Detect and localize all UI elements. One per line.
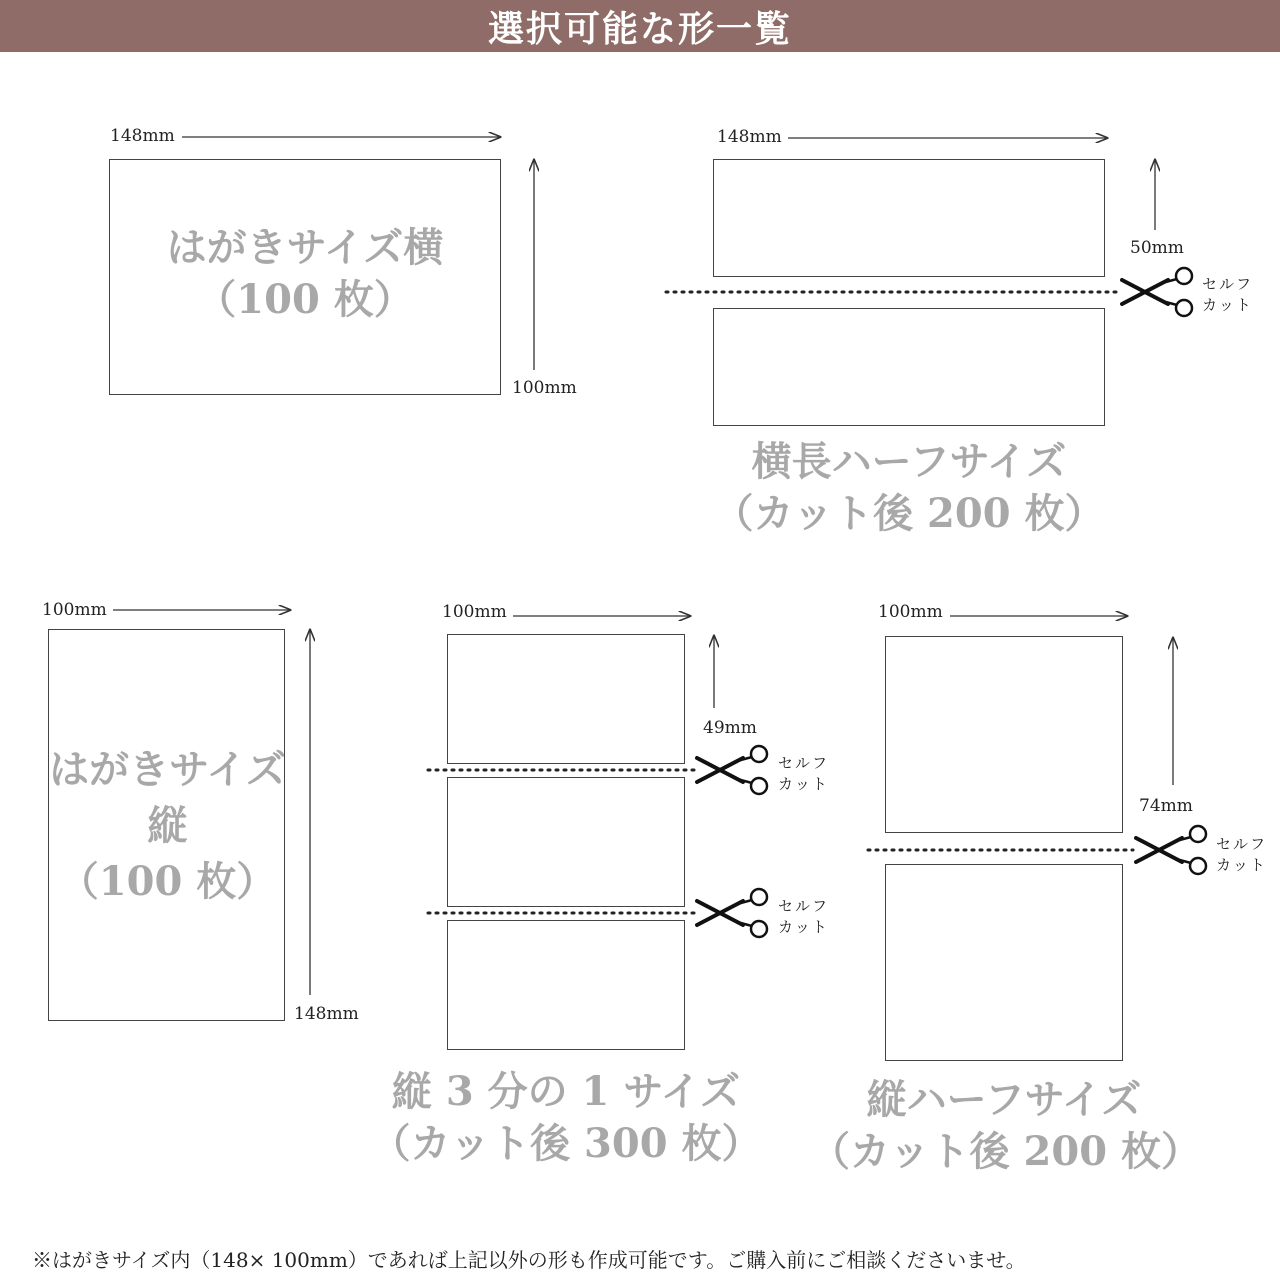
- third-bottom-box: [447, 920, 685, 1050]
- shape-name: 縦 3 分の 1 サイズ: [391, 1068, 741, 1115]
- shape-count: （カット後 200 枚）: [713, 490, 1105, 537]
- height-label: 74mm: [1139, 796, 1193, 816]
- height-label: 49mm: [703, 718, 757, 738]
- cut-label-line2: カット: [1216, 856, 1267, 874]
- shape-name: はがきサイズ横: [166, 224, 444, 271]
- self-cut-label: [1202, 274, 1253, 316]
- cut-label-line2: カット: [778, 775, 829, 793]
- cut-label-line2: カット: [778, 918, 829, 936]
- width-label: 100mm: [42, 600, 107, 620]
- self-cut-label: [1216, 834, 1267, 876]
- postcard-portrait-box: [48, 629, 285, 1021]
- shape-name-2: 縦: [147, 802, 188, 849]
- cut-label-line1: セルフ: [1216, 835, 1268, 853]
- cut-label-line1: セルフ: [778, 754, 830, 772]
- half-bottom-box: [713, 308, 1105, 426]
- page-title: 選択可能な形一覧: [487, 7, 792, 50]
- third-top-box: [447, 634, 685, 764]
- width-label: 148mm: [110, 126, 175, 146]
- height-label: 148mm: [294, 1004, 359, 1024]
- shape-count: （100 枚）: [58, 858, 277, 905]
- half-top-box: [713, 159, 1105, 277]
- height-label: 50mm: [1130, 238, 1184, 258]
- postcard-landscape-box: [109, 159, 501, 395]
- shape-name: 縦ハーフサイズ: [866, 1076, 1142, 1123]
- cut-label-line1: セルフ: [778, 897, 830, 915]
- third-middle-box: [447, 777, 685, 907]
- shape-count: （100 枚）: [196, 276, 414, 323]
- shape-name: はがきサイズ: [49, 746, 286, 793]
- shape-count: （カット後 300 枚）: [370, 1120, 762, 1167]
- height-label: 100mm: [512, 378, 577, 398]
- footnote: ※はがきサイズ内（148× 100mm）であれば上記以外の形も作成可能です。ご購入前にご相談くださいませ。: [32, 1248, 1026, 1272]
- half-top-box: [885, 636, 1123, 833]
- self-cut-label-2: [778, 896, 829, 938]
- cut-label-line2: カット: [1202, 296, 1253, 314]
- cut-label-line1: セルフ: [1202, 275, 1254, 293]
- shape-name: 横長ハーフサイズ: [751, 438, 1067, 485]
- half-bottom-box: [885, 864, 1123, 1061]
- width-label: 148mm: [717, 127, 782, 147]
- width-label: 100mm: [878, 602, 943, 622]
- shape-count: （カット後 200 枚）: [810, 1128, 1201, 1175]
- self-cut-label: [778, 753, 829, 795]
- width-label: 100mm: [442, 602, 507, 622]
